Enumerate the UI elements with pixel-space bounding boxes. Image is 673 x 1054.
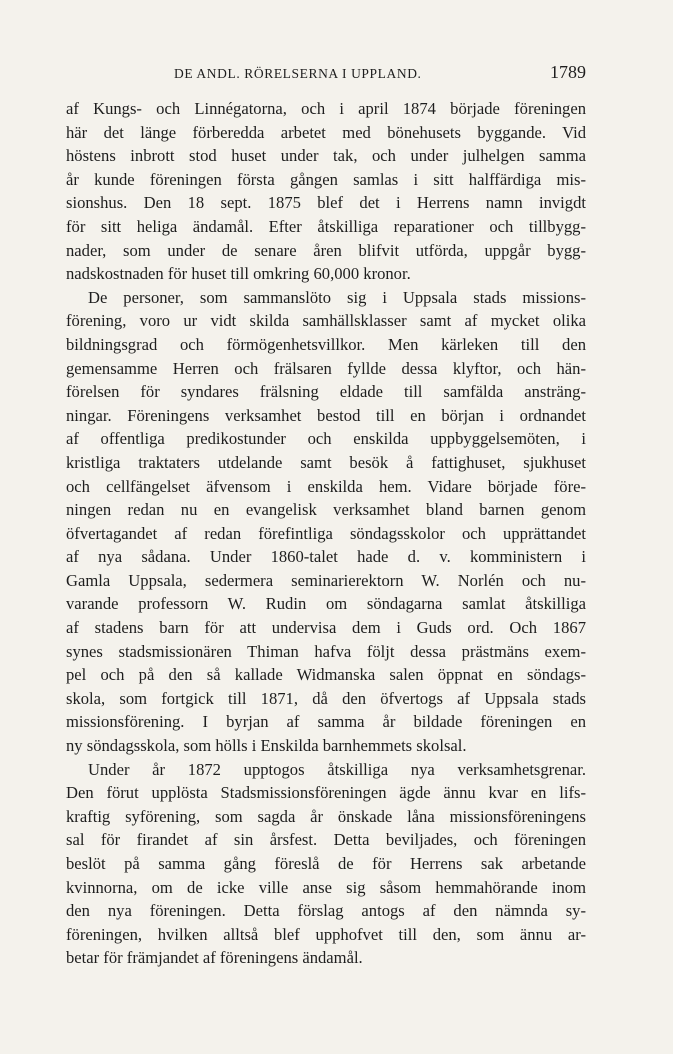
text-line: här det länge förberedda arbetet med bönehusets byggande. Vid bbox=[66, 122, 586, 142]
text-line: beslöt på samma gång föreslå de för Herrens sak arbetande bbox=[66, 854, 586, 873]
page-number: 1789 bbox=[550, 62, 586, 82]
text-line: Under år 1872 upptogos åtskilliga nya verksamhetsgrenar. bbox=[88, 759, 586, 779]
text-line: förening, voro ur vidt skilda samhällsklasser samt af mycket olika bbox=[66, 311, 586, 331]
page-header bbox=[66, 64, 586, 86]
text-line: synes stadsmissionären Thiman hafva följt dessa prästmäns exem- bbox=[66, 641, 586, 661]
text-line: De personer, som sammanslöto sig i Uppsala stads missions- bbox=[88, 287, 586, 307]
text-line: kraftig syförening, som sagda år önskade låna missionsföreningens bbox=[66, 806, 586, 826]
text-line: sal för firandet af sin årsfest. Detta beviljades, och föreningen bbox=[66, 830, 586, 850]
text-line: nadskostnaden för huset till omkring 60,000 kronor. bbox=[66, 264, 411, 284]
text-line: ningar. Föreningens verksamhet bestod till en början i ordnandet bbox=[66, 405, 586, 425]
text-line: nader, som under de senare åren blifvit utförda, uppgår bygg- bbox=[66, 240, 586, 260]
text-line: bildningsgrad och förmögenhetsvillkor. Men kärleken till den bbox=[66, 334, 586, 354]
text-line: för sitt heliga ändamål. Efter åtskilliga reparationer och tillbygg- bbox=[66, 216, 586, 236]
text-line: ny söndagsskola, som hölls i Enskilda barnhemmets skolsal. bbox=[66, 736, 467, 756]
text-line: skola, som fortgick till 1871, då den öfvertogs af Uppsala stads bbox=[66, 688, 586, 708]
text-line: varande professorn W. Rudin om söndagarna samlat åtskilliga bbox=[66, 594, 586, 614]
text-line: af nya sådana. Under 1860-talet hade d. v. komministern i bbox=[66, 547, 586, 567]
text-line: betar för främjandet af föreningens ändamål. bbox=[66, 948, 363, 968]
text-line: pel och på den så kallade Widmanska salen öppnat en söndags- bbox=[66, 665, 586, 685]
running-title: DE ANDL. RÖRELSERNA I UPPLAND. bbox=[174, 66, 422, 81]
text-line: af stadens barn för att undervisa dem i Guds ord. Och 1867 bbox=[66, 618, 586, 638]
text-line: missionsförening. I byrjan af samma år bildade föreningen en bbox=[66, 712, 586, 732]
text-line: kristliga traktaters utdelande samt besök å fattighuset, sjukhuset bbox=[66, 452, 586, 472]
text-line: år kunde föreningen första gången samlas i sitt halffärdiga mis- bbox=[66, 169, 586, 189]
text-line: Gamla Uppsala, sedermera seminarierektorn W. Norlén och nu- bbox=[66, 570, 586, 590]
text-line: sionshus. Den 18 sept. 1875 blef det i Herrens namn invigdt bbox=[66, 193, 586, 213]
text-line: Den förut upplösta Stadsmissionsföreningen ägde ännu kvar en lifs- bbox=[66, 783, 586, 803]
text-line: gemensamme Herren och frälsaren fyllde dessa klyftor, och hän- bbox=[66, 358, 586, 378]
text-line: ningen redan nu en evangelisk verksamhet bland barnen genom bbox=[66, 500, 586, 520]
text-line: kvinnorna, om de icke ville anse sig såsom hemmahörande inom bbox=[66, 877, 586, 897]
text-line: föreningen, hvilken alltså blef upphofvet till den, som ännu ar- bbox=[66, 924, 586, 944]
text-line: och cellfängelset äfvensom i enskilda hem. Vidare började före- bbox=[66, 476, 586, 496]
body-text bbox=[66, 97, 586, 970]
text-line: af Kungs- och Linnégatorna, och i april 1874 började föreningen bbox=[66, 99, 586, 118]
text-line: den nya föreningen. Detta förslag antogs af den nämnda sy- bbox=[66, 901, 586, 921]
text-line: förelsen för syndares frälsning eldade till samfälda ansträng- bbox=[66, 382, 586, 402]
text-line: af offentliga predikostunder och enskilda uppbyggelsemöten, i bbox=[66, 429, 586, 449]
text-line: höstens inbrott stod huset under tak, och under julhelgen samma bbox=[66, 146, 586, 166]
text-line: öfvertagandet af redan förefintliga söndagsskolor och upprättandet bbox=[66, 523, 586, 543]
